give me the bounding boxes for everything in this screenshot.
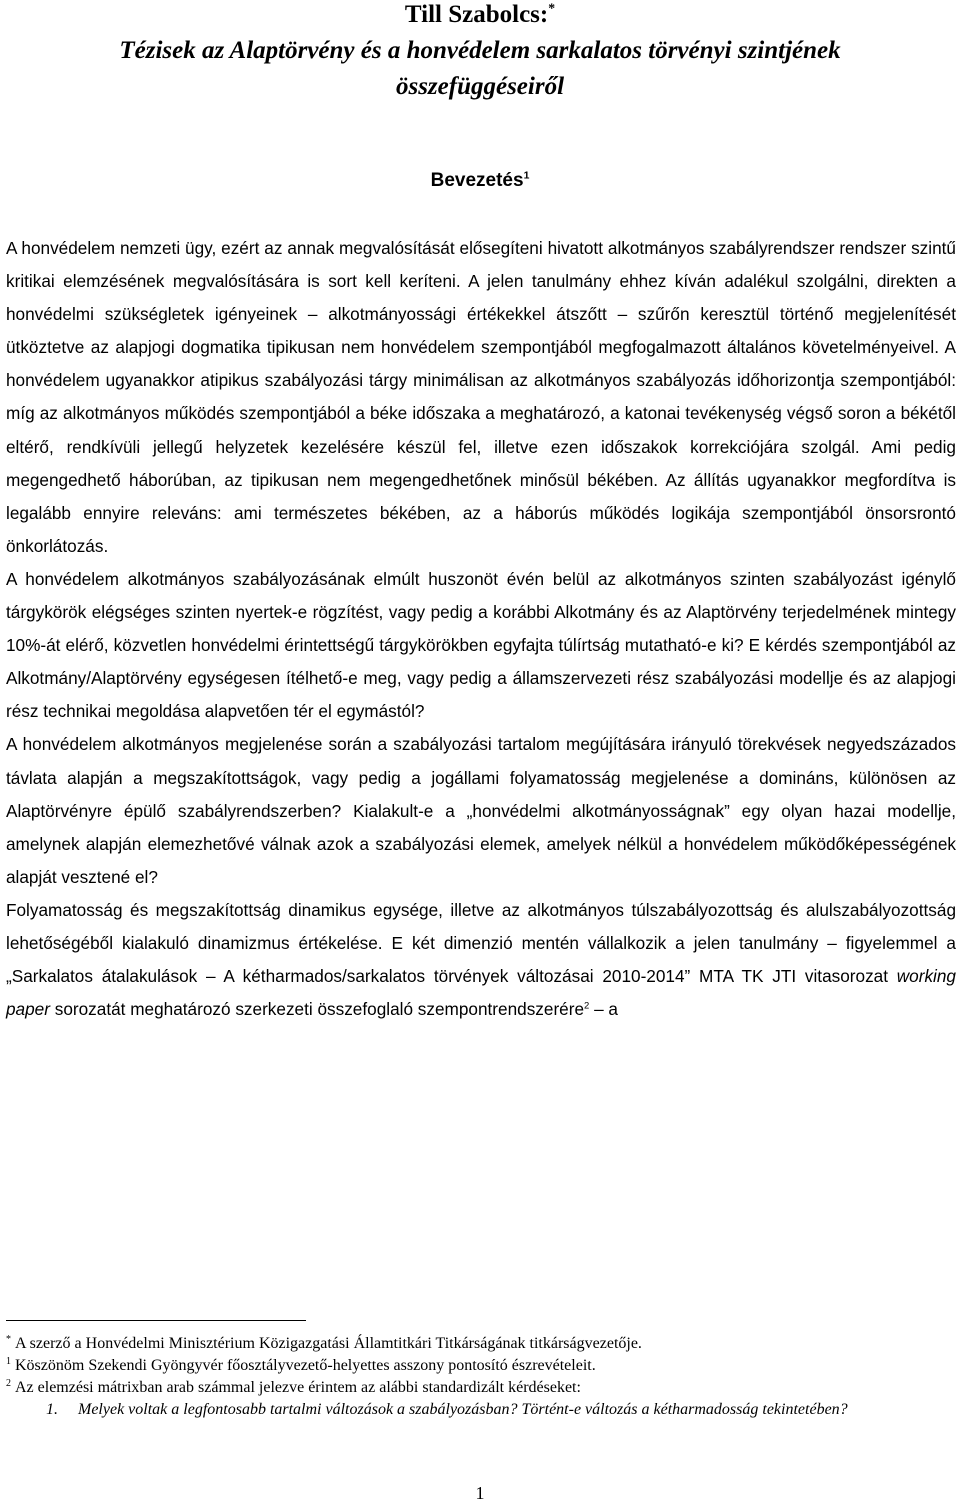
section-heading xyxy=(0,168,960,194)
author-line xyxy=(0,0,960,30)
footnote-separator xyxy=(6,1320,306,1321)
footnote-2-mark: 2 xyxy=(6,1377,11,1389)
paragraph-2: A honvédelem alkotmányos szabályozásának elmúlt huszonöt évén belül az alkotmányos szinten szabályozást igénylő tárgykörök elégséges szinten nyertek-e rögzítést, vagy pedig a korábbi Alkotmány és az Alaptörvény terjedelmének mintegy 10%-át elérő, közvetlen honvédelmi érintettségű tárgykörökben egyfajta túlírtság mutatható-e ki? E kérdés szempontjából az Alkotmány/Alaptörvény egységesen ítélhető-e meg, vagy pedig a államszervezeti rész szabályozási modellje és az alapjogi rész technikai megoldása alapvetően tér el egymástól? xyxy=(6,568,956,722)
footnote-1 xyxy=(6,1355,956,1377)
paragraph-4 xyxy=(6,894,956,1026)
footnote-1-mark: 1 xyxy=(6,1355,11,1367)
paragraph-3: A honvédelem alkotmányos megjelenése során a szabályozási tartalom megújítására irányuló törekvések negyedszázados távlata alapján a megszakítottságok, vagy pedig a jogállami folyamatosság megjelenése a domináns, különösen az Alaptörvényre épülő szabályrendszerben? Kialakult-e a „honvédelmi alkotmányosságnak” egy olyan hazai modellje, amelynek alapján elemezhetővé válnak azok a szabályozási elemek, amelyek nélkül a honvédelem működőképességének alapját vesztené el? xyxy=(6,734,956,887)
footnote-2-text: Az elemzési mátrixban arab számmal jelezve érintem az alábbi standardizált kérdéseket: xyxy=(15,1379,581,1396)
paragraph-1: A honvédelem nemzeti ügy, ezért az annak megvalósítását elősegíteni hivatott alkotmányos szabályrendszer rendszer szintű kritikai elemzésének megvalósítására is sort kell keríteni. A jelen tanulmány ehhez kíván adalékul szolgálni, direkten a honvédelmi szükségletek igényeinek – alkotmányossági értékekkel átszőtt – szűrőn keresztül történő megjelenítését ütköztetve az alapjogi dogmatika tipikusan nem honvédelem szempontjából megfogalmazott általános követelményeivel. A honvédelem ugyanakkor atipikus szabályozási tárgy minimálisan az alkotmányos szabályozás időhorizontja szempontjából: míg az alkotmányos működés szempontjából a béke időszaka a meghatározó, a katonai tevékenység végső soron a békétől eltérő, rendkívüli jellegű helyzetek kezelésére készül fel, illetve ezen időszakok korrekciójára szolgál. Ami pedig megengedhető háborúban, az tipikusan nem megengedhetőnek minősül békében. Az állítás ugyanakkor megfordítva is legalább ennyire releváns: ami természetes békében, az a háborús működés logikája szempontjából önsorsrontó önkorlátozás. xyxy=(6,238,956,556)
page-number: 1 xyxy=(475,1483,485,1503)
footnote-2-list-text: Melyek voltak a legfontosabb tartalmi változások a szabályozásban? Történt-e változás a kétharmadosság tekintetében? xyxy=(78,1401,848,1418)
section-heading-footnote-mark: 1 xyxy=(523,170,530,182)
body-text xyxy=(6,232,956,1026)
paragraph-4-continuation: sorozatát meghatározó szerkezeti összefoglaló szempontrendszerére xyxy=(54,999,585,1020)
footnote-2-list-item xyxy=(6,1399,956,1421)
paragraph-4-text: Folyamatosság és megszakítottság dinamikus egysége, illetve az alkotmányos túlszabályozottság és alulszabályozottság lehetőségéből kialakuló dinamizmus értékelése. E két dimenzió mentén vállalkozik a jelen tanulmány – figyelemmel a „Sarkalatos átalakulások – A kétharmados/sarkalatos törvények változásai 2010-2014” MTA TK JTI vitasorozat xyxy=(6,899,956,987)
document-title: Tézisek az Alaptörvény és a honvédelem sarkalatos törvényi szintjének összefüggéseiről xyxy=(119,37,841,100)
footnote-star-mark: * xyxy=(6,1333,11,1345)
paragraph-4-footnote-mark: 2 xyxy=(584,1000,590,1012)
footnote-1-text: Köszönöm Szekendi Gyöngyvér főosztályvezető-helyettes asszony pontosító észrevételeit. xyxy=(15,1357,596,1374)
footnote-2 xyxy=(6,1377,956,1399)
author-footnote-mark: * xyxy=(548,0,556,16)
footnote-star-text: A szerző a Honvédelmi Minisztérium Közigazgatási Államtitkári Titkárságának titkárságvezetője. xyxy=(15,1335,642,1352)
footnotes xyxy=(6,1333,956,1421)
footnote-2-list-number: 1. xyxy=(46,1401,58,1418)
paragraph-4-tail: – a xyxy=(594,999,618,1020)
paragraph-4-italic: working paper xyxy=(6,966,956,1020)
author-name: Till Szabolcs: xyxy=(404,1,549,28)
footnote-star xyxy=(6,1333,956,1355)
section-heading-text: Bevezetés xyxy=(430,170,524,191)
